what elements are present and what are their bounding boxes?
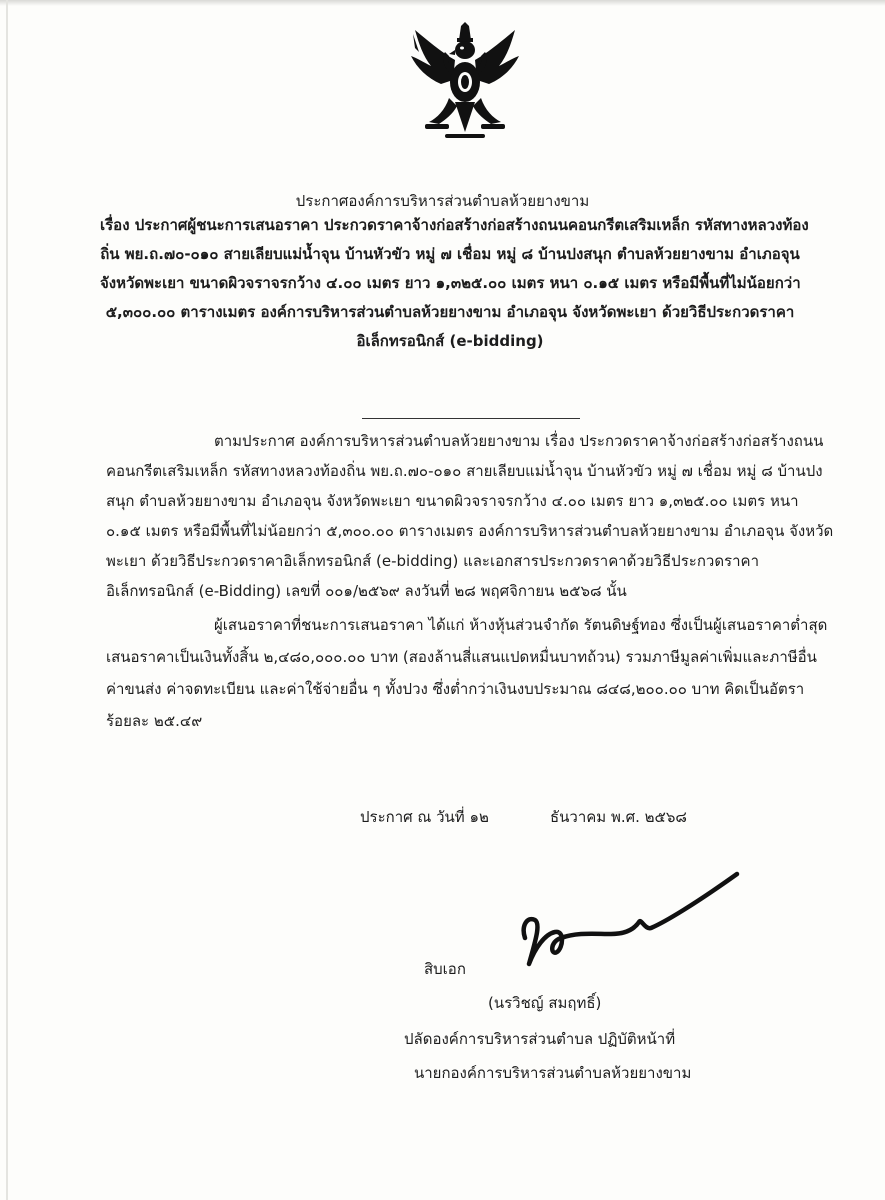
handwritten-signature [515,868,745,978]
scan-edge-shadow [0,0,885,6]
paragraph1-line-4: ๐.๑๕ เมตร หรือมีพื้นที่ไม่น้อยกว่า ๕,๓๐๐.๐๐ ตารางเมตร องค์การบริหารส่วนตำบลห้วยยางขาม อำเภอจุน จังหวัด [106,522,834,540]
scan-left-edge [6,0,8,1200]
heading-divider [362,418,580,419]
subject-line-3: จังหวัดพะเยา ขนาดผิวจราจรกว้าง ๔.๐๐ เมตร ยาว ๑,๓๒๕.๐๐ เมตร หนา ๐.๑๕ เมตร หรือมีพื้นที่ไม่น้อยกว่า [100,274,801,292]
paragraph2-line-3: ค่าขนส่ง ค่าจดทะเบียน และค่าใช้จ่ายอื่น ๆ ทั้งปวง ซึ่งต่ำกว่าเงินงบประมาณ ๘๔๘,๒๐๐.๐๐ บาท คิดเป็นอัตรา [106,680,805,698]
announcement-date-month-year: ธันวาคม พ.ศ. ๒๕๖๘ [550,808,687,826]
paragraph2-line-2: เสนอราคาเป็นเงินทั้งสิ้น ๒,๔๘๐,๐๐๐.๐๐ บาท (สองล้านสี่แสนแปดหมื่นบาทถ้วน) รวมภาษีมูลค่าเพิ่มและภาษีอื่น [106,648,817,666]
subject-line-1: เรื่อง ประกาศผู้ชนะการเสนอราคา ประกวดราคาจ้างก่อสร้างก่อสร้างถนนคอนกรีตเสริมเหล็ก รหัสทางหลวงท้อง [100,216,809,234]
issuer-heading: ประกาศองค์การบริหารส่วนตำบลห้วยยางขาม [295,192,590,210]
paragraph1-line-6: อิเล็กทรอนิกส์ (e-Bidding) เลขที่ ๐๐๑/๒๕๖๙ ลงวันที่ ๒๘ พฤศจิกายน ๒๕๖๘ นั้น [106,582,627,600]
paragraph2-line-4: ร้อยละ ๒๕.๔๙ [106,712,203,730]
subject-line-4: ๕,๓๐๐.๐๐ ตารางเมตร องค์การบริหารส่วนตำบลห้วยยางขาม อำเภอจุน จังหวัดพะเยา ด้วยวิธีประกวดราคา [105,303,795,321]
subject-line-2: ถิ่น พย.ถ.๗๐-๐๑๐ สายเลียบแม่น้ำจุน บ้านหัวขัว หมู่ ๗ เชื่อม หมู่ ๘ บ้านปงสนุก ตำบลห้วยยางขาม อำเภอจุน [100,245,800,263]
garuda-emblem-icon [405,22,525,142]
signatory-rank: สิบเอก [424,960,466,978]
signatory-name: (นรวิชญ์ สมฤทธิ์) [488,994,602,1012]
announcement-date-prefix: ประกาศ ณ วันที่ ๑๒ [360,808,489,826]
paragraph1-line-2: คอนกรีตเสริมเหล็ก รหัสทางหลวงท้องถิ่น พย.ถ.๗๐-๐๑๐ สายเลียบแม่น้ำจุน บ้านหัวขัว หมู่ ๗ เชื่อม หมู่ ๘ บ้านปง [106,462,823,480]
paragraph1-line-5: พะเยา ด้วยวิธีประกวดราคาอิเล็กทรอนิกส์ (e-bidding) และเอกสารประกวดราคาด้วยวิธีประกวดราคา [106,552,759,570]
subject-line-5: อิเล็กทรอนิกส์ (e-bidding) [356,332,544,350]
paragraph2-line-1: ผู้เสนอราคาที่ชนะการเสนอราคา ได้แก่ ห้างหุ้นส่วนจำกัด รัตนดิษฐ์ทอง ซึ่งเป็นผู้เสนอราคาต่ำสุด [214,616,828,634]
signatory-position-line-2: นายกองค์การบริหารส่วนตำบลห้วยยางขาม [414,1064,692,1082]
signatory-position-line-1: ปลัดองค์การบริหารส่วนตำบล ปฏิบัติหน้าที่ [404,1030,676,1048]
paragraph1-line-3: สนุก ตำบลห้วยยางขาม อำเภอจุน จังหวัดพะเยา ขนาดผิวจราจรกว้าง ๔.๐๐ เมตร ยาว ๑,๓๒๕.๐๐ เมตร หนา [106,492,799,510]
paragraph1-line-1: ตามประกาศ องค์การบริหารส่วนตำบลห้วยยางขาม เรื่อง ประกวดราคาจ้างก่อสร้างก่อสร้างถนน [214,432,824,450]
